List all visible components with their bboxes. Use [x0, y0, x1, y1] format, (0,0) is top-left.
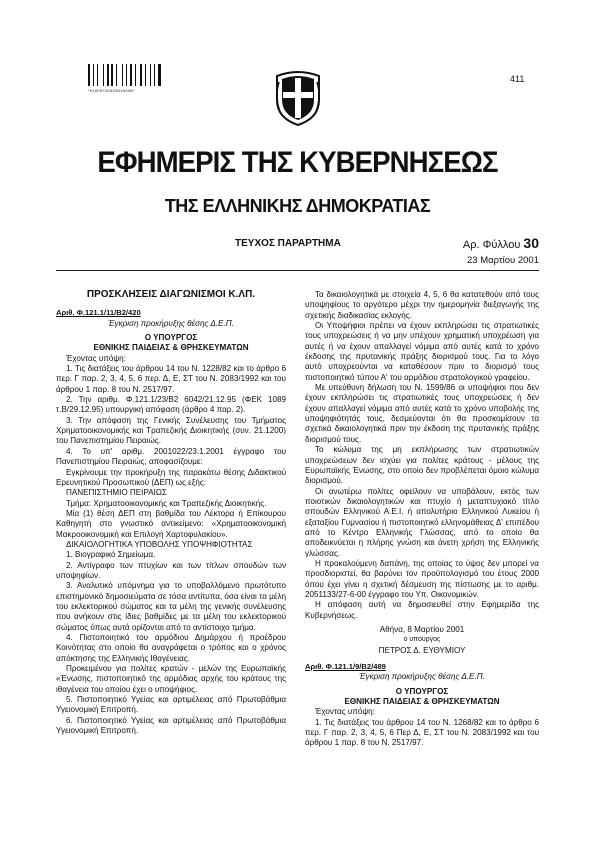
paragraph: 4. Πιστοποιητικό του αρμόδιου Δημάρχου ή προέδρου Κοινότητας στο οποίο θα αναγράφεται ο τρόπος και ο χρόνος απόκτησης της Ελληνικής Ιθαγένειας. — [56, 633, 286, 663]
paragraph: ΠΑΝΕΠΙΣΤΗΜΙΟ ΠΕΙΡΑΙΩΣ — [66, 488, 167, 498]
coat-of-arms-icon — [273, 68, 323, 126]
paragraph: Μία (1) θέση ΔΕΠ στη βαθμίδα του Λέκτορα ή Επίκουρου Καθηγητή στο γνωστικό αντικείμενο: «Χρηματοοικονομική Μακροοικονομική και Επιλογή Χαρτοφυλακίου». — [56, 508, 286, 539]
paragraph: Τα δικαιολογητικά με στοιχεία 4, 5, 6 θα κατατεθούν από τους υποψηφίους το αργότερο μέχρι την ημερομηνία διεξαγωγής της σχετικής διαδικασίας εκλογής. — [305, 290, 539, 320]
minister-title: Ο ΥΠΟΥΡΓΟΣ — [144, 333, 198, 343]
left-column — [56, 290, 286, 736]
right-column — [305, 290, 539, 749]
paragraph: 6. Πιστοποιητικό Υγείας και αρτιμέλειας από Πρωτοβάθμια Υγειονομική Επιτροπή. — [56, 715, 286, 736]
right-body — [305, 290, 539, 621]
page-number: 411 — [510, 74, 525, 84]
paragraph: 4. Το υπ' αριθμ. 2001022/23.1.2001 έγγραφο του Πανεπιστημίου Πειραιώς, αποφασίζουμε: — [56, 446, 286, 467]
gazette-subtitle: ΤΗΣ ΕΛΛΗΝΙΚΗΣ ΔΗΜΟΚΡΑΤΙΑΣ — [164, 196, 431, 216]
paragraph: 2. Αντίγραφο των πτυχίων και των τίτλων σπουδών των υποψηφίων. — [56, 560, 286, 580]
paragraph: Έχοντας υπόψη: — [66, 353, 126, 363]
place-date: Αθήνα, 8 Μαρτίου 2001 — [379, 625, 465, 634]
decision-caption: Έγκριση προκήρυξης θέσης Δ.Ε.Π. — [108, 318, 234, 328]
signature-name: ΠΕΤΡΟΣ Δ. ΕΥΘΥΜΙΟΥ — [378, 645, 466, 655]
paragraph: Έχοντας υπόψη: — [315, 707, 375, 717]
paragraph: 5. Πιστοποιητικό Υγείας και αρτιμέλειας από Πρωτοβάθμια Υγειονομική Επιτροπή. — [56, 695, 286, 715]
paragraph: 1. Τις διατάξεις του άρθρου 14 του Ν. 1228/82 και το άρθρο 6 περ. Γ παρ. 2, 3, 4, 5, 6 περ. Δ, Ε, ΣΤ του Ν. 2083/1992 και του άρθρου 1 παρ. 8 του Ν. 2517/97. — [56, 364, 286, 394]
left-body — [56, 354, 286, 737]
paragraph: Τμήμα: Χρηματοοικονομικής και Τραπεζικής Διοικητικής. — [66, 498, 267, 508]
section-title: ΠΡΟΣΚΛΗΣΕΙΣ ΔΙΑΓΩΝΙΣΜΟΙ Κ.ΛΠ. — [86, 289, 256, 300]
header-divider — [56, 270, 539, 271]
minister-title-2: Ο ΥΠΟΥΡΓΟΣ — [395, 686, 449, 696]
paragraph: Το κώλυμα της μη εκπλήρωσης των στρατιωτικών υποχρεώσεων δεν ισχύει για πολίτες κράτους - μέλους της Ευρωπαϊκής Ένωσης, στο οποίο δεν προβλέπεται όμοιο κώλυμα διορισμού. — [305, 445, 539, 486]
sheet-number — [463, 235, 539, 251]
paragraph: Προκειμένου για πολίτες κρατών - μελών της Ευρωπαϊκής «Ένωσης, πιστοποιητικό της αρμόδιας αρχής του κράτους της ιθαγένεια του οποίου έχει ο υποψήφιος. — [56, 664, 286, 694]
paragraph: Η προκαλούμενη δαπάνη, της οποίας το ύψος δεν μπορεί να προσδιοριστεί, θα βαρύνει τον προϋπολογισμό του έτους 2000 όπου έχει γίνει η σχετική δέσμευση της πίστωσης με το αριθμ. 2051133/27-6-00 έγγραφο του Υπ. Οικονομικών. — [305, 558, 539, 599]
issue-type: ΤΕΥΧΟΣ ΠΑΡΑΡΤΗΜΑ — [235, 238, 341, 249]
paragraph: 1. Βιογραφικό Σημείωμα. — [66, 550, 156, 560]
decision-reference-2: Αριθ. Φ.121.1/9/Β2/489 — [305, 662, 386, 672]
paragraph: Με υπεύθυνη δήλωση του Ν. 1599/86 οι υποψήφιοι που δεν έχουν εκπληρώσει τις στρατιωτικές τους υποχρεώσεις ή δεν έχουν απαλλαγεί νόμιμα από αυτές κατά το χρόνο υποβολής της υποψηφιότητάς τους, δεσμεύονται ότι θα προσκομίσουν τα σχετικά δικαιολογητικά πριν την έκδοση της πρυτανικής πράξης διορισμού τους. — [305, 383, 539, 444]
sheet-number-value: 30 — [523, 235, 539, 251]
decision-caption-2: Έγκριση προκήρυξης θέσης Δ.Ε.Π. — [359, 672, 485, 682]
paragraph: Εγκρίνουμε την προκήρυξη της παρακάτω θέσης Διδακτικού Ερευνητικού Προσωπικού (ΔΕΠ) ως εξής: — [56, 467, 286, 487]
paragraph: Οι Υποψήφιοι πρέπει να έχουν εκπληρώσει τις στρατιωτικές τους υποχρεώσεις ή να μην υπέχουν χρηματική υποχρέωση για αυτές ή να έχουν απαλλαγεί νόμιμα από αυτές κατά το χρόνο έκδοσης της πρυτανικής πράξης διορισμού τους. Για το λόγο αυτό υποχρεούνται να καταθέσουν πριν το διορισμό τους πιστοποιητικό τύπου Α' του αρμόδιου στρατολογικού γραφείου. — [305, 321, 539, 382]
paragraph: Οι ανωτέρω πολίτες οφείλουν να υποβάλουν, εκτός των ποιοτικών δικαιολογητικών και πτυχίο ή μεταπτυχιακό τίτλο σπουδών Ελληνικού Α.Ε.Ι. ή απολυτήριο Ελληνικού Λυκείου ή εξαταξίου Γυμνασίου ή πιστοποιητικό ελληνομάθειας Δ' επιπέδου από το Κέντρο Ελληνικής Γλώσσας, από το οποίο θα αποδεικνύεται η πλήρης γνώση και άνετη χρήση της Ελληνικής γλώσσας. — [305, 486, 539, 558]
decision-reference: Αριθ. Φ.121.1/11/Β2/420 — [56, 308, 141, 318]
signature-role: ο υπουργος — [403, 636, 441, 644]
issue-date: 23 Μαρτίου 2001 — [467, 255, 539, 266]
paragraph: 3. Αναλυτικό υπόμνημα για το υποβαλλόμενο πρωτότυπο επιστημονικό δημοσιεύματα σε τόσα αντίτυπα, όσα είναι τα μέλη του εκλεκτορικού σώματος και τα μέλη της γενικής συνέλευσης που ανήκουν στις ίδιες βαθμίδες με τα μέλη του εκλεκτορικού σώματος όπως αυτά ορίζονται από το αντίστοιχο τμήμα. — [56, 581, 286, 632]
right-tail-body — [305, 707, 539, 748]
ministry-name-2: ΕΘΝΙΚΗΣ ΠΑΙΔΕΙΑΣ & ΘΡΗΣΚΕΥΜΑΤΩΝ — [344, 697, 500, 707]
barcode-number: *01000740303010008* — [88, 88, 135, 93]
paragraph: Η απόφαση αυτή να δημοσιευθεί στην Εφημερίδα της Κυβερνήσεως. — [305, 600, 539, 620]
paragraph: 3. Την απόφαση της Γενικής Συνέλευσης του Τμήματος Χρηματοοικονομικής και Τραπεζικής Διοικητικής (συν. 21.1200) του Πανεπιστημίου Πειραιώς. — [56, 415, 286, 446]
gazette-title: ΕΦΗΜΕΡΙΣ ΤΗΣ ΚΥΒΕΡΝΗΣΕΩΣ — [97, 146, 498, 179]
paragraph: 2. Την αριθμ. Φ.121.1/23/Β2 6042/21.12.95 (ΦΕΚ 1089 τ.Β/29.12.95) υπουργική απόφαση (άρθρο 4 παρ. 2). — [56, 395, 286, 415]
paragraph: ΔΙΚΑΙΟΛΟΓΗΤΙΚΑ ΥΠΟΒΟΛΗΣ ΥΠΟΨΗΦΙΟΤΗΤΑΣ — [66, 539, 253, 549]
ministry-name: ΕΘΝΙΚΗΣ ΠΑΙΔΕΙΑΣ & ΘΡΗΣΚΕΥΜΑΤΩΝ — [93, 343, 249, 353]
paragraph: 1. Τις διατάξεις του άρθρου 14 του Ν. 1268/82 και το άρθρο 6 περ. Γ παρ. 2, 3, 4, 5, 6 Περ Δ, Ε, ΣΤ του Ν. 2083/1992 και του άρθρου 1 παρ. 8 του Ν. 2517/97. — [305, 717, 539, 748]
sheet-label: Αρ. Φύλλου — [462, 239, 521, 251]
